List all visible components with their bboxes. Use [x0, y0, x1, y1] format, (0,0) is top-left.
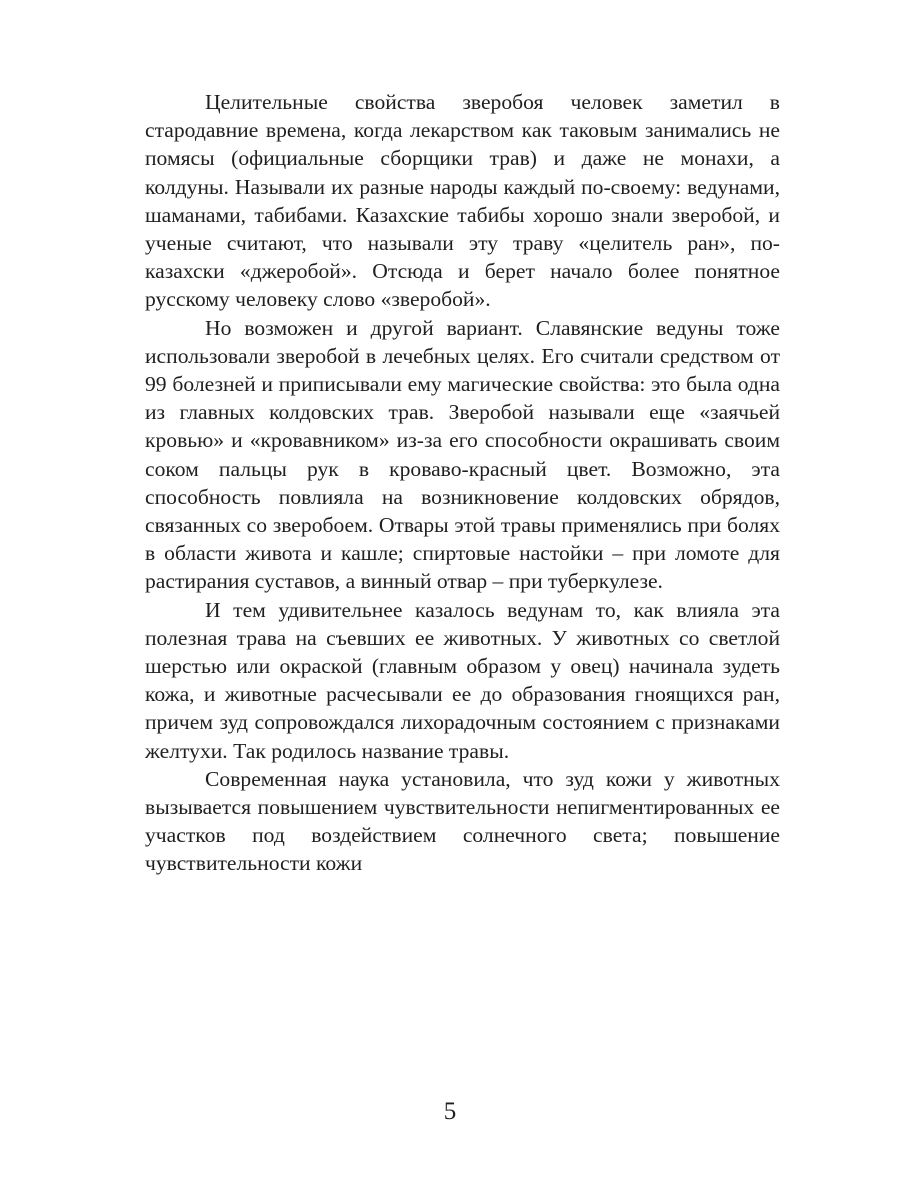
body-text: [145, 88, 780, 878]
paragraph-3: И тем удивительнее казалось ведунам то, как влияла эта полезная трава на съевших ее животных. У животных со светлой шерстью или окраской (главным образом у овец) начинала зудеть кожа, и животные расчесывали ее до образования гноящихся ран, причем зуд сопровождался лихорадочным состоянием с признаками желтухи. Так родилось название травы.: [145, 597, 780, 763]
paragraph-2: Но возможен и другой вариант. Славянские ведуны тоже использовали зверобой в лечебных целях. Его считали средством от 99 болезней и приписывали ему магические свойства: это была одна из главных колдовских трав. Зверобой называли еще «заячьей кровью» и «кровавником» из-за его способности окрашивать своим соком пальцы рук в кроваво-красный цвет. Возможно, эта способность повлияла на возникновение колдовских обрядов, связанных со зверобоем. Отвары этой травы применялись при болях в области живота и кашле; спиртовые настойки – при ломоте для растирания суставов, а винный отвар – при туберкулезе.: [145, 315, 780, 594]
page-number: 5: [443, 1098, 457, 1125]
paragraph-4: Современная наука установила, что зуд кожи у животных вызывается повышением чувствительности непигментированных ее участков под воздействием солнечного света; повышение чувствительности кожи: [145, 766, 780, 876]
paragraph-1: Целительные свойства зверобоя человек заметил в стародавние времена, когда лекарством как таковым занимались не помясы (официальные сборщики трав) и даже не монахи, а колдуны. Называли их разные народы каждый по-своему: ведунами, шаманами, табибами. Казахские табибы хорошо знали зверобой, и ученые считают, что называли эту траву «целитель ран», по-казахски «джеробой». Отсюда и берет начало более понятное русскому человеку слово «зверобой».: [145, 90, 780, 312]
